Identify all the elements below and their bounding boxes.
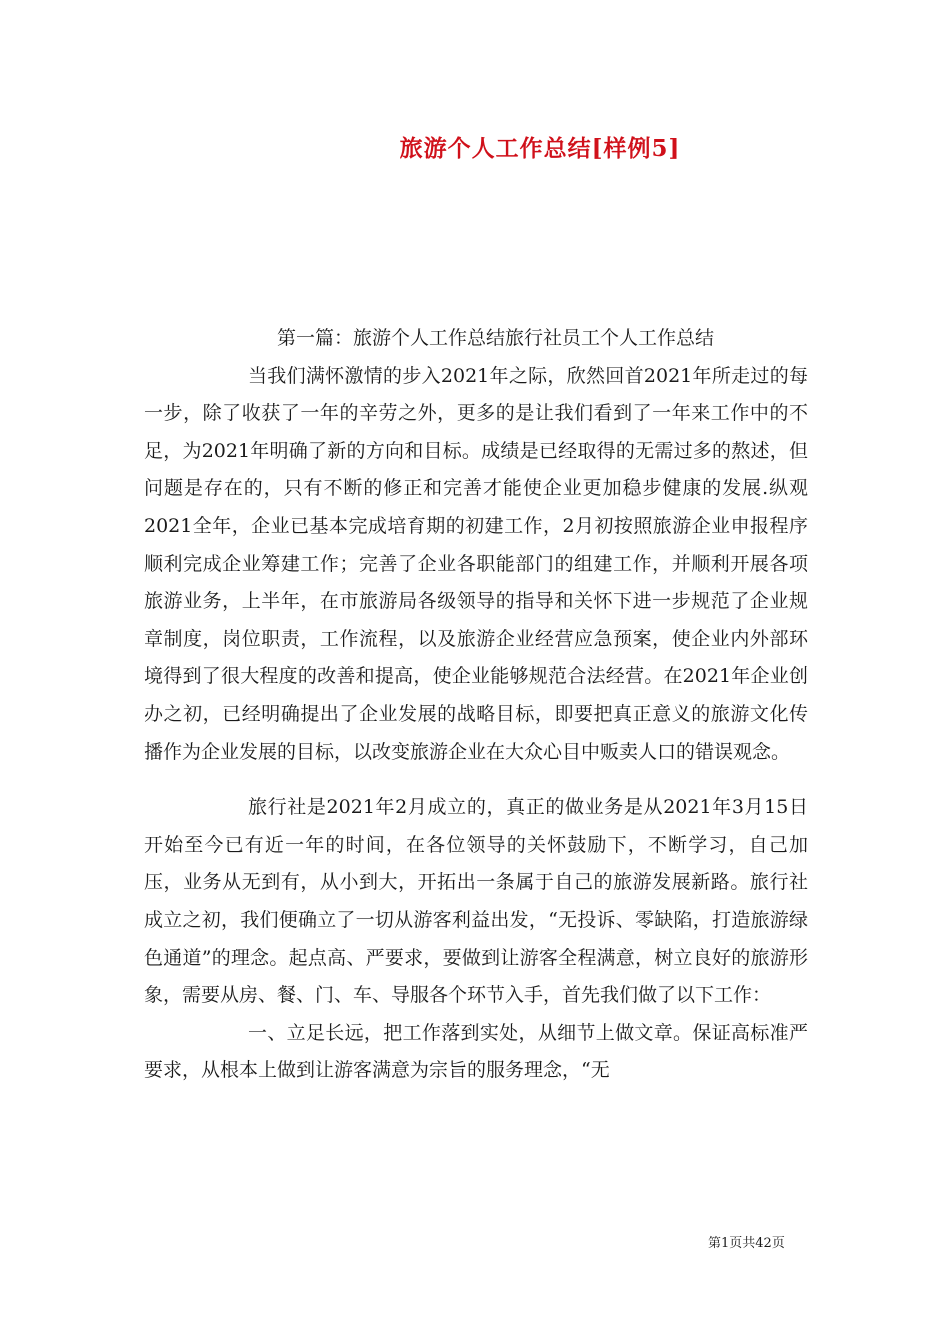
page-number-footer: 第1页共42页 <box>708 1236 785 1251</box>
section-heading: 第一篇：旅游个人工作总结旅行社员工个人工作总结 <box>277 327 715 349</box>
paragraph: 当我们满怀激情的步入2021年之际，欣然回首2021年所走过的每一步，除了收获了一年的辛劳之外，更多的是让我们看到了一年来工作中的不足，为2021年明确了新的方向和目标。成绩是已经取得的无需过多的熬述，但问题是存在的，只有不断的修正和完善才能使企业更加稳步健康的发展.纵观2021全年，企业已基本完成培育期的初建工作，2月初按照旅游企业申报程序顺利完成企业筹建工作；完善了企业各职能部门的组建工作，并顺利开展各项旅游业务，上半年，在市旅游局各级领导的指导和关怀下进一步规范了企业规章制度，岗位职责，工作流程，以及旅游企业经营应急预案，使企业内外部环境得到了很大程度的改善和提高，使企业能够规范合法经营。在2021年企业创办之初，已经明确提出了企业发展的战略目标，即要把真正意义的旅游文化传播作为企业发展的目标，以改变旅游企业在大众心目中贩卖人口的错误观念。 <box>144 364 808 763</box>
paragraph: 一、立足长远，把工作落到实处，从细节上做文章。保证高标准严要求，从根本上做到让游客满意为宗旨的服务理念，“无 <box>144 1021 808 1082</box>
document-title: 旅游个人工作总结[样例5] <box>399 135 681 162</box>
paragraph: 旅行社是2021年2月成立的，真正的做业务是从2021年3月15日开始至今已有近一年的时间，在各位领导的关怀鼓励下，不断学习，自己加压，业务从无到有，从小到大，开拓出一条属于自己的旅游发展新路。旅行社成立之初，我们便确立了一切从游客利益出发，“无投诉、零缺陷，打造旅游绿色通道”的理念。起点高、严要求，要做到让游客全程满意，树立良好的旅游形象，需要从房、餐、门、车、导服各个环节入手，首先我们做了以下工作： <box>144 796 808 1007</box>
document-body <box>144 320 808 1090</box>
